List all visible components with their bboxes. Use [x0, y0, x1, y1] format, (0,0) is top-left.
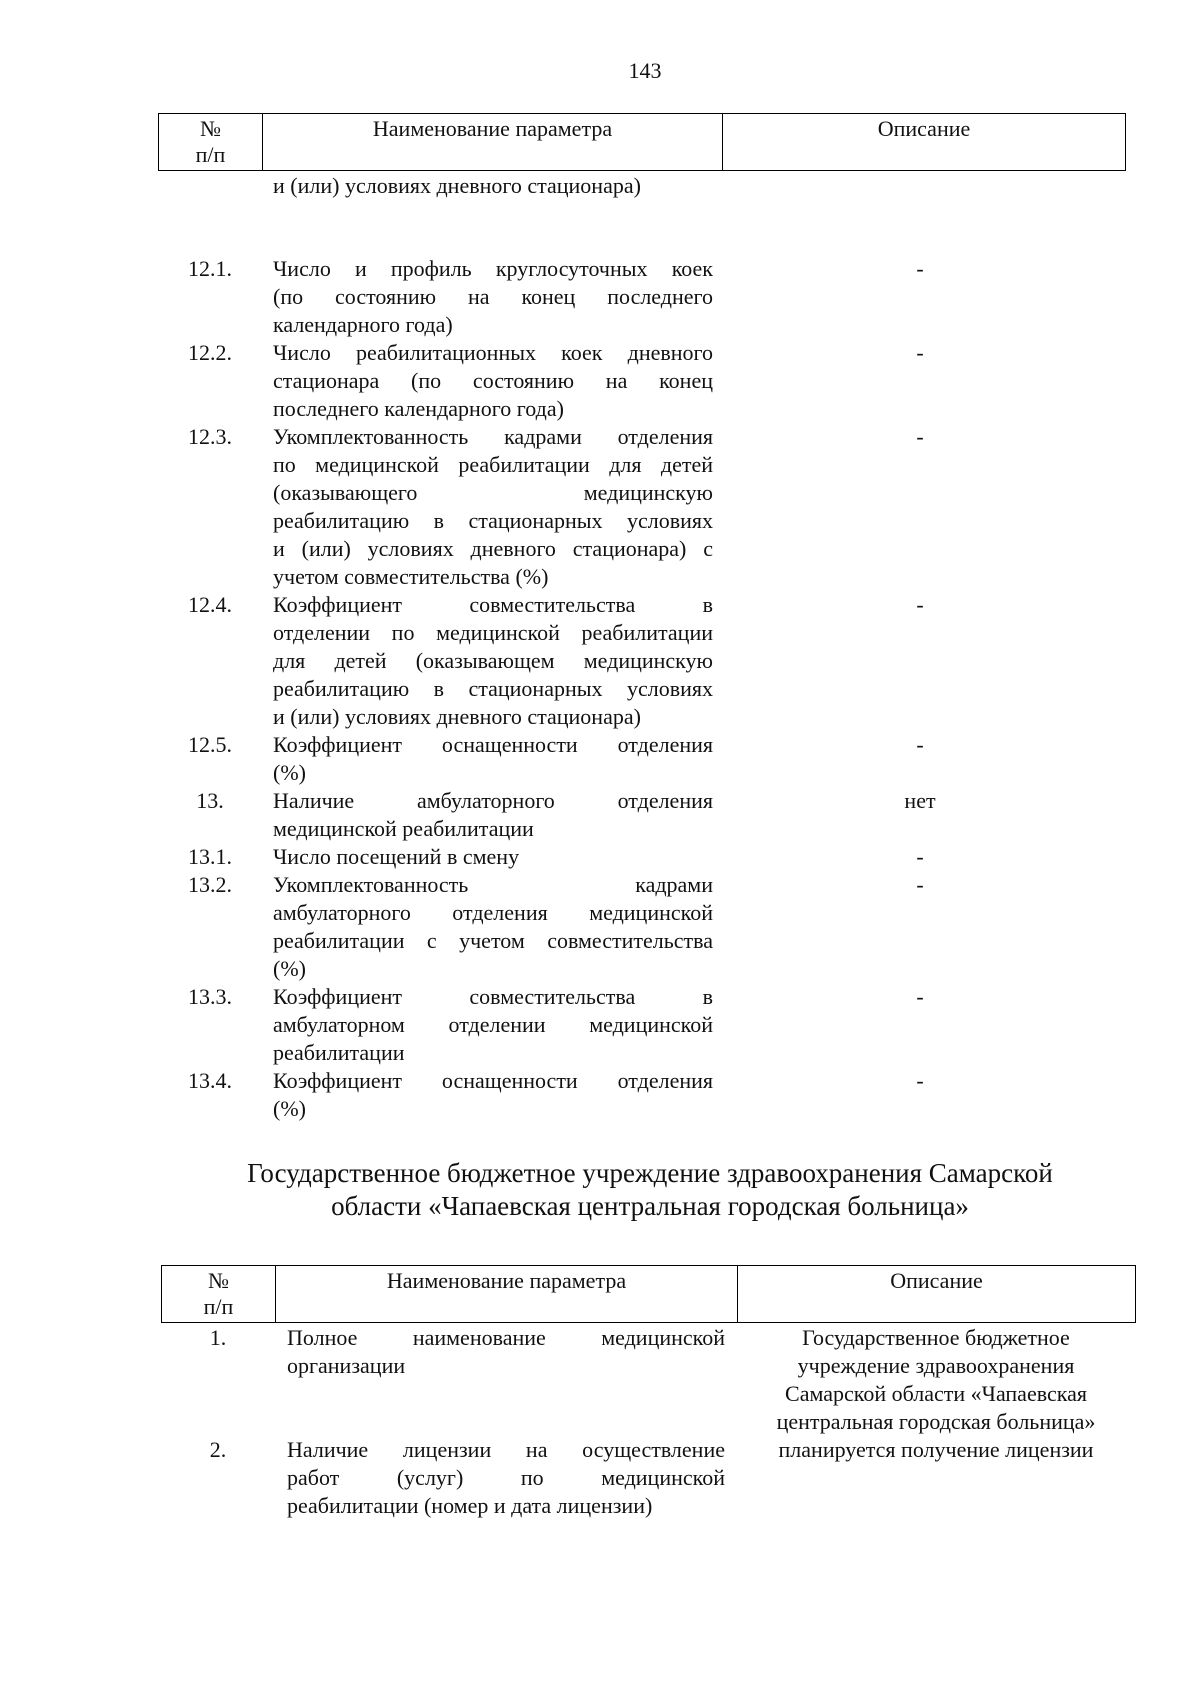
row-parameter-name [273, 1067, 713, 1123]
table1-header-desc: Описание [877, 116, 971, 141]
parameter-line: Наличие амбулаторного отделения [273, 788, 713, 813]
parameter-line: учетом совместительства (%) [273, 564, 549, 589]
row-number: 12.3. [188, 424, 232, 449]
description-line: Самарской области «Чапаевская [785, 1381, 1087, 1406]
parameter-line: Полное наименование медицинской [287, 1325, 725, 1350]
parameter-line: (%) [273, 760, 306, 785]
row-parameter-name [273, 591, 713, 731]
row-parameter-name [273, 423, 713, 591]
parameter-line: по медицинской реабилитации для детей [273, 452, 713, 477]
parameter-line: Число и профиль круглосуточных коек [273, 256, 713, 281]
header-num-abbr: п/п [203, 1294, 234, 1319]
parameter-line: реабилитации с учетом совместительства [273, 928, 713, 953]
parameter-line: реабилитации [273, 1040, 405, 1065]
description-line: Государственное бюджетное [802, 1325, 1070, 1350]
row-number: 12.2. [188, 340, 232, 365]
description-line: центральная городская больница» [776, 1409, 1096, 1434]
row-description: - [916, 872, 924, 897]
parameter-line: Число реабилитационных коек дневного [273, 340, 713, 365]
parameter-line: календарного года) [273, 312, 453, 337]
parameter-line: работ (услуг) по медицинской [287, 1465, 725, 1490]
parameter-line: и (или) условиях дневного стационара) [273, 704, 641, 729]
parameter-line: Коэффициент оснащенности отделения [273, 732, 713, 757]
row-number: 12.1. [188, 256, 232, 281]
row-parameter-name [273, 871, 713, 983]
row-parameter-name [273, 255, 713, 339]
parameter-line: стационара (по состоянию на конец [273, 368, 713, 393]
row-description: - [916, 1068, 924, 1093]
parameter-line: амбулаторного отделения медицинской [273, 900, 713, 925]
parameter-line: Укомплектованность кадрами [273, 872, 713, 897]
parameter-line: последнего календарного года) [273, 396, 564, 421]
parameter-line: Число посещений в смену [273, 844, 520, 869]
table2-header-num [162, 1266, 276, 1322]
row-number: 13.4. [188, 1068, 232, 1093]
table1-header-name: Наименование параметра [263, 114, 723, 170]
row-description: - [916, 424, 924, 449]
table2-header-name: Наименование параметра [276, 1266, 738, 1322]
row-description: нет [904, 788, 936, 813]
parameter-line: Коэффициент совместительства в [273, 984, 713, 1009]
row-parameter-name [273, 843, 713, 871]
row-number: 13.1. [188, 844, 232, 869]
parameter-line: Наличие лицензии на осуществление [287, 1437, 725, 1462]
row-description: - [916, 732, 924, 757]
table1-continuation: и (или) условиях дневного стационара) [273, 173, 641, 198]
row-description: - [916, 340, 924, 365]
section-title [180, 1157, 1120, 1223]
parameter-line: для детей (оказывающем медицинскую [273, 648, 713, 673]
row-number: 13.2. [188, 872, 232, 897]
section-title-line2: области «Чапаевская центральная городская больница» [331, 1191, 969, 1221]
page-number: 143 [628, 58, 662, 83]
table1-header [158, 113, 1126, 171]
row-description: - [916, 592, 924, 617]
parameter-line: (%) [273, 1096, 306, 1121]
row-number: 2. [209, 1437, 227, 1462]
parameter-line: (%) [273, 956, 306, 981]
table2-header [161, 1265, 1136, 1323]
section-title-line1: Государственное бюджетное учреждение здравоохранения Самарской [247, 1158, 1053, 1188]
parameter-line: Коэффициент совместительства в [273, 592, 713, 617]
parameter-line: амбулаторном отделении медицинской [273, 1012, 713, 1037]
row-number: 12.4. [188, 592, 232, 617]
row-number: 13.3. [188, 984, 232, 1009]
parameter-line: (оказывающего медицинскую [273, 480, 713, 505]
parameter-line: и (или) условиях дневного стационара) с [273, 536, 713, 561]
row-parameter-name [273, 983, 713, 1067]
parameter-line: реабилитацию в стационарных условиях [273, 508, 713, 533]
parameter-line: Укомплектованность кадрами отделения [273, 424, 713, 449]
parameter-line: организации [287, 1353, 406, 1378]
row-description [740, 1436, 1132, 1464]
row-description: - [916, 256, 924, 281]
row-parameter-name [273, 787, 713, 843]
header-num-symbol: № [200, 116, 221, 141]
row-parameter-name [287, 1324, 725, 1380]
description-line: учреждение здравоохранения [797, 1353, 1075, 1378]
parameter-line: реабилитацию в стационарных условиях [273, 676, 713, 701]
header-num-abbr: п/п [195, 142, 226, 167]
header-num-symbol: № [208, 1268, 229, 1293]
row-description [740, 1324, 1132, 1436]
parameter-line: отделении по медицинской реабилитации [273, 620, 713, 645]
row-parameter-name [287, 1436, 725, 1520]
row-description: - [916, 984, 924, 1009]
row-number: 1. [209, 1325, 227, 1350]
parameter-line: реабилитации (номер и дата лицензии) [287, 1493, 653, 1518]
row-number: 13. [196, 788, 224, 813]
row-parameter-name [273, 339, 713, 423]
description-line: планируется получение лицензии [778, 1437, 1094, 1462]
parameter-line: медицинской реабилитации [273, 816, 534, 841]
table2-header-desc: Описание [890, 1268, 983, 1293]
parameter-line: (по состоянию на конец последнего [273, 284, 713, 309]
row-description: - [916, 844, 924, 869]
row-number: 12.5. [188, 732, 232, 757]
table1-header-num [159, 114, 263, 170]
row-parameter-name [273, 731, 713, 787]
parameter-line: Коэффициент оснащенности отделения [273, 1068, 713, 1093]
